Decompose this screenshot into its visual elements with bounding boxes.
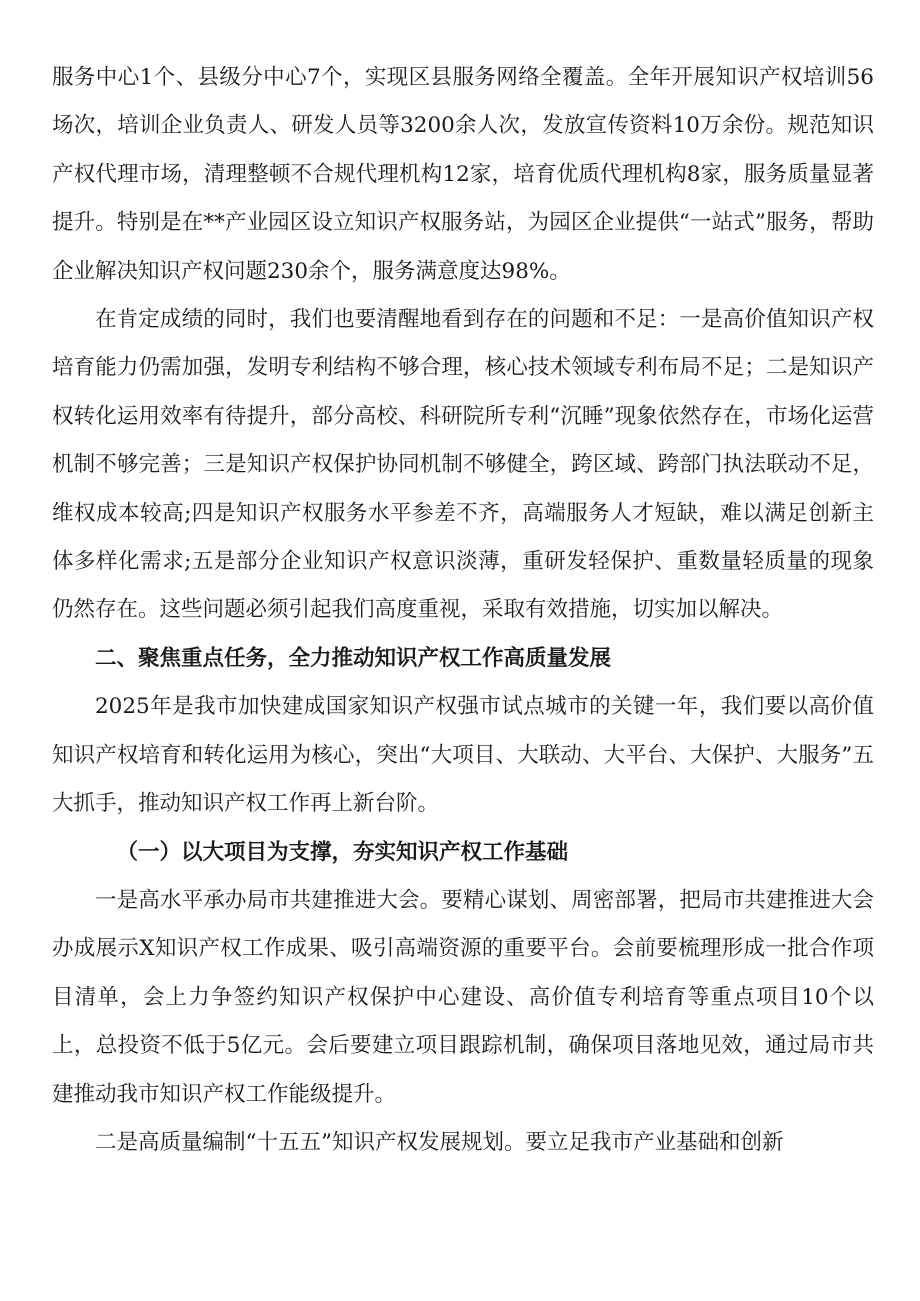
paragraph-2025-goals: 2025年是我市加快建成国家知识产权强市试点城市的关键一年，我们要以高价值知识产权培育和转化运用为核心，突出“大项目、大联动、大平台、大保护、大服务”五大抓手，推动知识产权工作再上新台阶。 [52,694,874,817]
paragraph-item-2: 二是高质量编制“十五五”知识产权发展规划。要立足我市产业基础和创新 [95,1129,784,1155]
paragraph-problems: 在肯定成绩的同时，我们也要清醒地看到存在的问题和不足：一是高价值知识产权培育能力仍需加强，发明专利结构不够合理，核心技术领域专利布局不足；二是知识产权转化运用效率有待提升，部分高校、科研院所专利“沉睡”现象依然存在，市场化运营机制不够完善；三是知识产权保护协同机制不够健全，跨区域、跨部门执法联动不足，维权成本较高;四是知识产权服务水平参差不齐，高端服务人才短缺，难以满足创新主体多样化需求;五是部分企业知识产权意识淡薄，重研发轻保护、重数量轻质量的现象仍然存在。这些问题必须引起我们高度重视，采取有效措施，切实加以解决。 [52,307,874,623]
subsection-heading-1: （一）以大项目为支撑，夯实知识产权工作基础 [116,839,569,865]
paragraph-service-network: 服务中心1个、县级分中心7个，实现区县服务网络全覆盖。全年开展知识产权培训56场次，培训企业负责人、研发人员等3200余人次，发放宣传资料10万余份。规范知识产权代理市场，清理整顿不合规代理机构12家，培育优质代理机构8家，服务质量显著提升。特别是在**产业园区设立知识产权服务站，为园区企业提供“一站式”服务，帮助企业解决知识产权问题230余个，服务满意度达98%。 [52,65,874,284]
paragraph-item-1: 一是高水平承办局市共建推进大会。要精心谋划、周密部署，把局市共建推进大会办成展示X知识产权工作成果、吸引高端资源的重要平台。会前要梳理形成一批合作项目清单，会上力争签约知识产权保护中心建设、高价值专利培育等重点项目10个以上，总投资不低于5亿元。会后要建立项目跟踪机制，确保项目落地见效，通过局市共建推动我市知识产权工作能级提升。 [52,887,874,1107]
section-heading-2: 二、聚焦重点任务，全力推动知识产权工作高质量发展 [95,645,612,671]
document-page [52,54,874,1167]
